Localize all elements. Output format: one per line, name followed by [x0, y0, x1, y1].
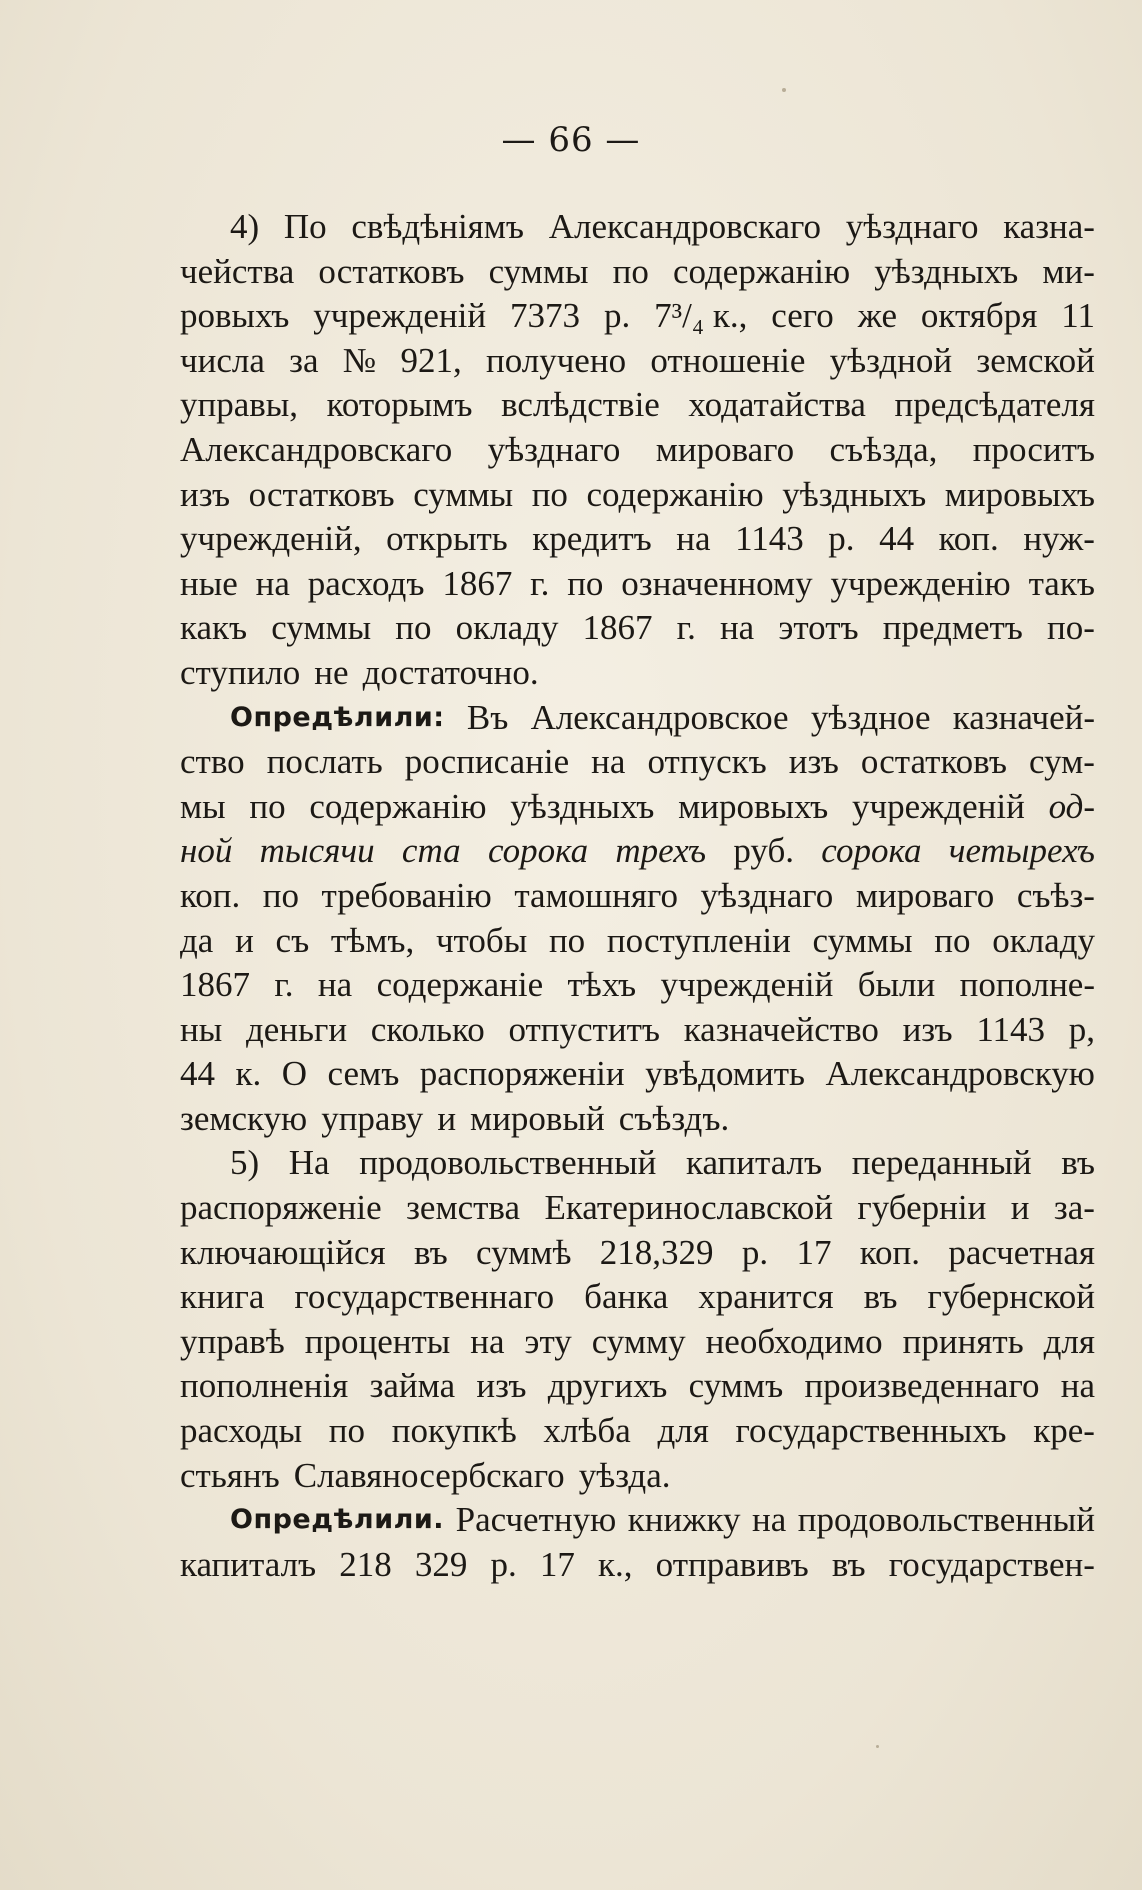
word: эту [524, 1321, 572, 1361]
word: 5) [230, 1143, 260, 1183]
word: хранится [698, 1277, 834, 1317]
word: переданный [851, 1143, 1032, 1183]
word: сум- [1029, 742, 1095, 782]
word: р. [490, 1544, 517, 1584]
word: Александровскаго [548, 207, 822, 246]
word: коп. [180, 875, 241, 915]
word: свѣдѣніямъ [351, 207, 525, 246]
word: Расчетную [455, 1500, 617, 1540]
word: земства [406, 1188, 521, 1228]
word: государственнаго [294, 1277, 555, 1317]
word: по [612, 251, 649, 291]
word: расходы [180, 1411, 303, 1451]
word: По [283, 207, 327, 246]
word: и [437, 1098, 457, 1138]
word: на [470, 1321, 505, 1361]
word: предметъ [882, 608, 1023, 648]
word: содержанію [672, 251, 851, 291]
word: по [548, 920, 586, 960]
word: тамошняго [514, 875, 678, 915]
word: трехъ [615, 831, 707, 871]
word: да [180, 920, 214, 960]
word: за [289, 340, 319, 380]
word: съѣздъ. [618, 1098, 730, 1138]
word: ми- [1042, 251, 1095, 291]
word: государствен- [888, 1544, 1095, 1584]
word: получено [485, 340, 627, 380]
word: изъ [476, 1366, 527, 1406]
word: 1867 [582, 608, 653, 648]
word: г. [530, 563, 550, 603]
paper-speck [782, 88, 786, 92]
word: отношеніе [650, 340, 806, 380]
word: № [342, 340, 377, 380]
text-line [180, 740, 1095, 785]
word: изъ [788, 742, 839, 782]
word: 17 [539, 1544, 575, 1584]
word: Екатеринославской [544, 1188, 833, 1228]
word: числа [180, 340, 265, 380]
word: по [395, 608, 432, 648]
text-line [180, 1231, 1095, 1276]
word: мировыхъ [678, 786, 829, 826]
word: стьянъ [180, 1455, 280, 1495]
word: изъ [902, 1009, 953, 1049]
word: отпуститъ [508, 1009, 660, 1049]
word: остатковъ [318, 251, 465, 291]
word: тѣмъ, [330, 920, 415, 960]
word: 11 [1061, 296, 1095, 336]
word: какъ [180, 608, 248, 648]
text-line [180, 383, 1095, 428]
word: суммы [812, 920, 913, 960]
word: на [591, 742, 626, 782]
text-line [180, 1008, 1095, 1053]
word: управѣ [180, 1321, 285, 1361]
word: расчетная [948, 1232, 1095, 1272]
word: въ [831, 1544, 866, 1584]
word: ключающійся [180, 1232, 386, 1272]
word: окладу [992, 920, 1095, 960]
word: на [719, 608, 755, 648]
word: деньги [245, 1009, 348, 1049]
text-line [180, 829, 1095, 874]
word: предсѣдателя [894, 385, 1095, 425]
word: уѣздныхъ [782, 474, 927, 514]
word: отпускъ [647, 742, 767, 782]
word: казна- [1003, 207, 1095, 246]
word: содержанію [586, 474, 764, 514]
word: од- [1048, 786, 1095, 826]
word: открыть [386, 519, 508, 559]
word: мироваго [855, 875, 995, 915]
word: остатковъ [860, 742, 1007, 782]
word: на [255, 563, 290, 603]
text-line [180, 919, 1095, 964]
word: росписаніе [404, 742, 570, 782]
word: На [288, 1143, 330, 1183]
word: 44 [180, 1054, 215, 1094]
word: по [328, 1411, 366, 1451]
word: не [314, 652, 349, 692]
word: Опредѣлили. [230, 1504, 445, 1536]
text-line [180, 651, 1095, 696]
word: 17 [796, 1232, 832, 1272]
word: съ [275, 920, 310, 960]
word: губерніи [857, 1188, 987, 1228]
word: по [531, 474, 568, 514]
text-line [180, 874, 1095, 919]
word: принять [902, 1321, 1024, 1361]
text-line [180, 562, 1095, 607]
word: уѣздной [829, 340, 953, 380]
word: казначейство [683, 1009, 879, 1049]
word: по [262, 875, 299, 915]
word: произведеннаго [804, 1366, 1040, 1406]
word: остатковъ [248, 474, 395, 514]
word: которымъ [326, 385, 473, 425]
word: ные [180, 563, 238, 603]
word: содержанію [309, 786, 487, 826]
word: ровыхъ [180, 296, 290, 336]
text-line [180, 696, 1095, 741]
word: же [857, 296, 897, 336]
word: ство [180, 742, 245, 782]
text-line [180, 250, 1095, 295]
word: мировый [470, 1098, 605, 1138]
word: чтобы [435, 920, 528, 960]
word: на [676, 519, 711, 559]
word: книжку [627, 1500, 741, 1540]
word: учрежденій [313, 296, 487, 336]
word: коп. [938, 519, 999, 559]
word: чейства [180, 251, 295, 291]
text-line [180, 1543, 1095, 1588]
word: на [317, 965, 353, 1005]
word: расходъ [307, 563, 425, 603]
word: 7373 [510, 296, 581, 336]
word: ступило [180, 652, 301, 692]
word: суммъ [688, 1366, 784, 1406]
word: казначей- [952, 697, 1095, 737]
text-line [180, 1275, 1095, 1320]
word: распоряженіе [180, 1188, 382, 1228]
text-line [180, 1141, 1095, 1186]
word: учрежденій, [180, 519, 362, 559]
paper-speck [876, 1745, 879, 1748]
word: г. [274, 965, 294, 1005]
word: въ [413, 1232, 448, 1272]
word: по- [1047, 608, 1095, 648]
text-line [180, 1052, 1095, 1097]
word: ходатайства [688, 385, 866, 425]
word: требованію [321, 875, 492, 915]
word: р, [1068, 1009, 1095, 1049]
text-line [180, 1186, 1095, 1231]
word: сколько [370, 1009, 485, 1049]
word: мировыхъ [944, 474, 1095, 514]
word: покупкѣ [391, 1411, 517, 1451]
word: сего [771, 296, 834, 336]
word: 218 [339, 1544, 392, 1584]
word: 1867 [442, 563, 513, 603]
word: 1143 [735, 519, 804, 559]
word: по [249, 786, 286, 826]
word: государственныхъ [735, 1411, 1007, 1451]
word: распоряженіи [419, 1054, 625, 1094]
text-line [180, 473, 1095, 518]
word: учрежденій [660, 965, 834, 1005]
word: коп. [859, 1232, 920, 1272]
word: были [857, 965, 936, 1005]
text-line [180, 294, 1095, 339]
text-line [180, 1498, 1095, 1543]
word: уѣзднаго [700, 875, 834, 915]
word: тѣхъ [567, 965, 637, 1005]
word: такъ [1028, 563, 1095, 603]
word: ной [180, 831, 233, 871]
word: и [235, 920, 254, 960]
word: четырехъ [948, 831, 1095, 871]
word: по [934, 920, 971, 960]
word: уѣзднаго [845, 207, 979, 246]
word: мироваго [655, 429, 795, 469]
text-line [180, 785, 1095, 830]
word: суммы [488, 251, 589, 291]
word: продовольственный [359, 1143, 657, 1183]
word: въ [863, 1277, 898, 1317]
word: управу [321, 1098, 424, 1138]
word: тысячи [259, 831, 375, 871]
word: г. [676, 608, 696, 648]
body-text [180, 205, 1095, 1587]
word: съѣзда, [829, 429, 938, 469]
word: р. [828, 519, 855, 559]
word: для [1043, 1321, 1095, 1361]
word: необходимо [705, 1321, 883, 1361]
word: окладу [455, 608, 559, 648]
word: пополненія [180, 1366, 349, 1406]
word: на [1060, 1366, 1095, 1406]
word: изъ [180, 474, 231, 514]
word: уѣздныхъ [874, 251, 1019, 291]
word: управы, [180, 385, 299, 425]
word: ста [401, 831, 461, 871]
word: пополне- [959, 965, 1095, 1005]
word: земской [976, 340, 1095, 380]
word: Александровское [530, 697, 789, 737]
word: достаточно. [362, 652, 539, 692]
word: хлѣба [543, 1411, 631, 1451]
word: капиталъ [685, 1143, 823, 1183]
word: для [657, 1411, 709, 1451]
word: учрежденію [830, 563, 1011, 603]
text-line [180, 205, 1095, 250]
word: въ [1061, 1143, 1095, 1183]
word: проситъ [972, 429, 1095, 469]
word: 329 [414, 1544, 468, 1584]
word: проценты [304, 1321, 451, 1361]
word: и [1010, 1188, 1030, 1228]
word: за- [1053, 1188, 1095, 1228]
word: ны [180, 1009, 223, 1049]
word: по [567, 563, 604, 603]
text-line [180, 1320, 1095, 1365]
word: займа [369, 1366, 456, 1406]
word: этотъ [778, 608, 859, 648]
text-line [180, 1454, 1095, 1499]
word: послать [266, 742, 383, 782]
word: уѣзднаго [487, 429, 621, 469]
word: р. [741, 1232, 769, 1272]
word: к. [235, 1054, 262, 1094]
word: 218,329 [599, 1232, 714, 1272]
word: книга [180, 1277, 265, 1317]
word: сумму [591, 1321, 686, 1361]
word: капиталъ [180, 1544, 317, 1584]
word: отправивъ [655, 1544, 809, 1584]
text-line [180, 963, 1095, 1008]
word: руб. [733, 831, 795, 871]
word: уѣздное [810, 697, 931, 737]
word: Опредѣлили: [230, 701, 445, 733]
word: Александровскую [825, 1054, 1095, 1094]
word: губернской [927, 1277, 1095, 1317]
word: 4) [230, 207, 260, 246]
word: октября [920, 296, 1038, 336]
word: поступленіи [606, 920, 791, 960]
word: к., [598, 1544, 633, 1584]
word: Въ [466, 697, 509, 737]
word: суммы [271, 608, 372, 648]
word: означенному [621, 563, 813, 603]
word: сорока [821, 831, 922, 871]
word: 44 [879, 519, 915, 559]
word: банка [584, 1277, 669, 1317]
text-line [180, 428, 1095, 473]
word: 921, [400, 340, 462, 380]
text-line [180, 1097, 1095, 1142]
word: вслѣдствіе [501, 385, 660, 425]
word: мы [180, 786, 226, 826]
word: Александровскаго [180, 429, 453, 469]
word: р. [603, 296, 631, 336]
word: Славяносербскаго [293, 1455, 565, 1495]
word: сорока [487, 831, 589, 871]
word: 7³/₄ к., [654, 296, 748, 336]
word: нуж- [1023, 519, 1095, 559]
page-number: — 66 — [501, 120, 641, 160]
word: продовольственный [797, 1500, 1095, 1540]
text-line [180, 517, 1095, 562]
text-line [180, 606, 1095, 651]
text-line [180, 1409, 1095, 1454]
word: содержаніе [376, 965, 544, 1005]
word: семъ [327, 1054, 400, 1094]
word: суммы [413, 474, 514, 514]
word: 1143 [976, 1009, 1046, 1049]
word: суммѣ [476, 1232, 572, 1272]
word: съѣз- [1016, 875, 1095, 915]
word: кредитъ [532, 519, 652, 559]
word: учрежденій [851, 786, 1025, 826]
word: уѣзда. [578, 1455, 671, 1495]
word: уѣздныхъ [510, 786, 655, 826]
text-line [180, 1364, 1095, 1409]
word: на [751, 1500, 787, 1540]
word: кре- [1033, 1411, 1095, 1451]
word: другихъ [547, 1366, 668, 1406]
word: О [281, 1054, 308, 1094]
word: увѣдомить [645, 1054, 805, 1094]
word: земскую [180, 1098, 308, 1138]
word: 1867 [180, 965, 250, 1005]
text-line [180, 339, 1095, 384]
